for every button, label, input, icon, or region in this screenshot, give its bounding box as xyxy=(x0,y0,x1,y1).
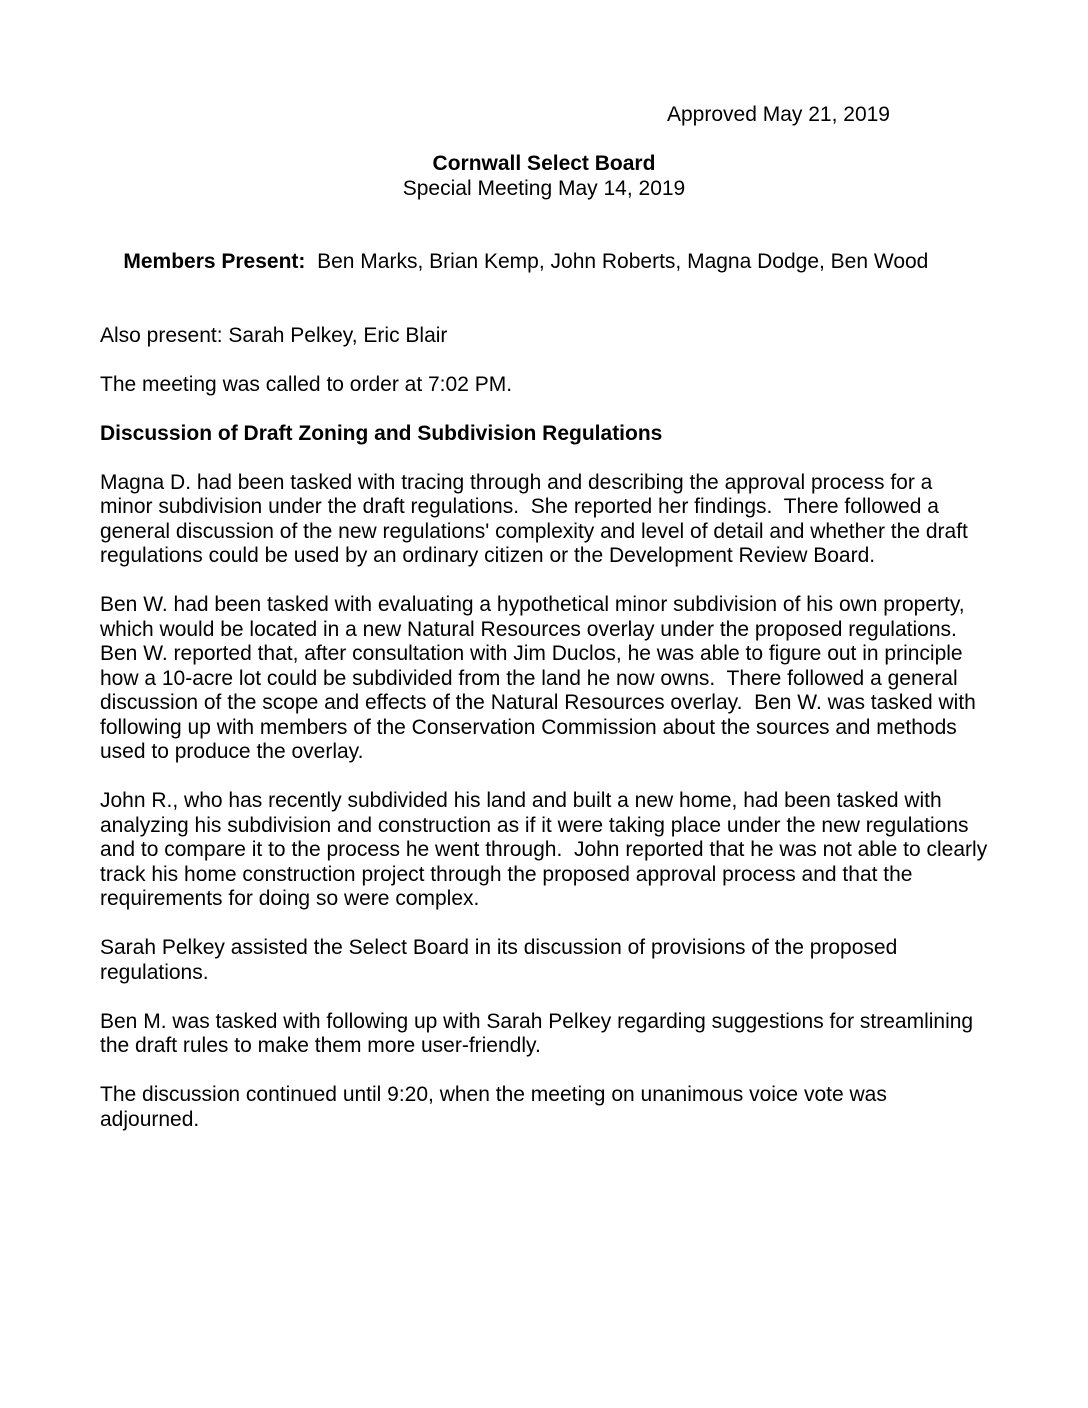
paragraph-sarah-pelkey: Sarah Pelkey assisted the Select Board in its discussion of provisions of the proposed regulations. xyxy=(100,936,904,984)
paragraph-magna-report: Magna D. had been tasked with tracing through and describing the approval process for a minor subdivision under the draft regulations. She reported her findings. There followed a general discussion of the new regulations' complexity and level of detail and whether the draft regulations could be used by an ordinary citizen or the Development Review Board. xyxy=(100,470,974,567)
paragraph-ben-w-report: Ben W. had been tasked with evaluating a hypothetical minor subdivision of his own property, which would be located in a new Natural Resources overlay under the proposed regulations. Ben W. reported that, after consultation with Jim Duclos, he was able to figure out in principle how a 10-acre lot could be subdivided from the land he now owns. There followed a general discussion of the scope and effects of the Natural Resources overlay. Ben W. was tasked with following up with members of the Conservation Commission about the sources and methods used to produce the overlay. xyxy=(100,593,982,763)
document-title: Cornwall Select Board xyxy=(432,152,656,175)
call-to-order-line: The meeting was called to order at 7:02 PM. xyxy=(100,372,513,396)
members-present-label: Members Present: xyxy=(123,250,306,273)
title-block xyxy=(100,152,988,201)
members-present-line xyxy=(100,226,988,300)
paragraph-ben-m-task: Ben M. was tasked with following up with Sarah Pelkey regarding suggestions for streamlining the draft rules to make them more user-friendly. xyxy=(100,1009,979,1057)
section-heading: Discussion of Draft Zoning and Subdivision Regulations xyxy=(100,421,663,445)
paragraph-john-r-report: John R., who has recently subdivided his land and built a new home, had been tasked with analyzing his subdivision and construction as if it were taking place under the new regulations and to compare it to the process he went through. John reported that he was not able to clearly track his home construction project through the proposed approval process and that the requirements for doing so were complex. xyxy=(100,789,994,910)
approved-stamp: Approved May 21, 2019 xyxy=(667,103,890,126)
also-present-line: Also present: Sarah Pelkey, Eric Blair xyxy=(100,323,448,347)
paragraph-adjournment: The discussion continued until 9:20, when the meeting on unanimous voice vote was adjourned. xyxy=(100,1083,893,1131)
document-subtitle: Special Meeting May 14, 2019 xyxy=(402,176,686,200)
members-present-names: Ben Marks, Brian Kemp, John Roberts, Magna Dodge, Ben Wood xyxy=(305,250,929,273)
